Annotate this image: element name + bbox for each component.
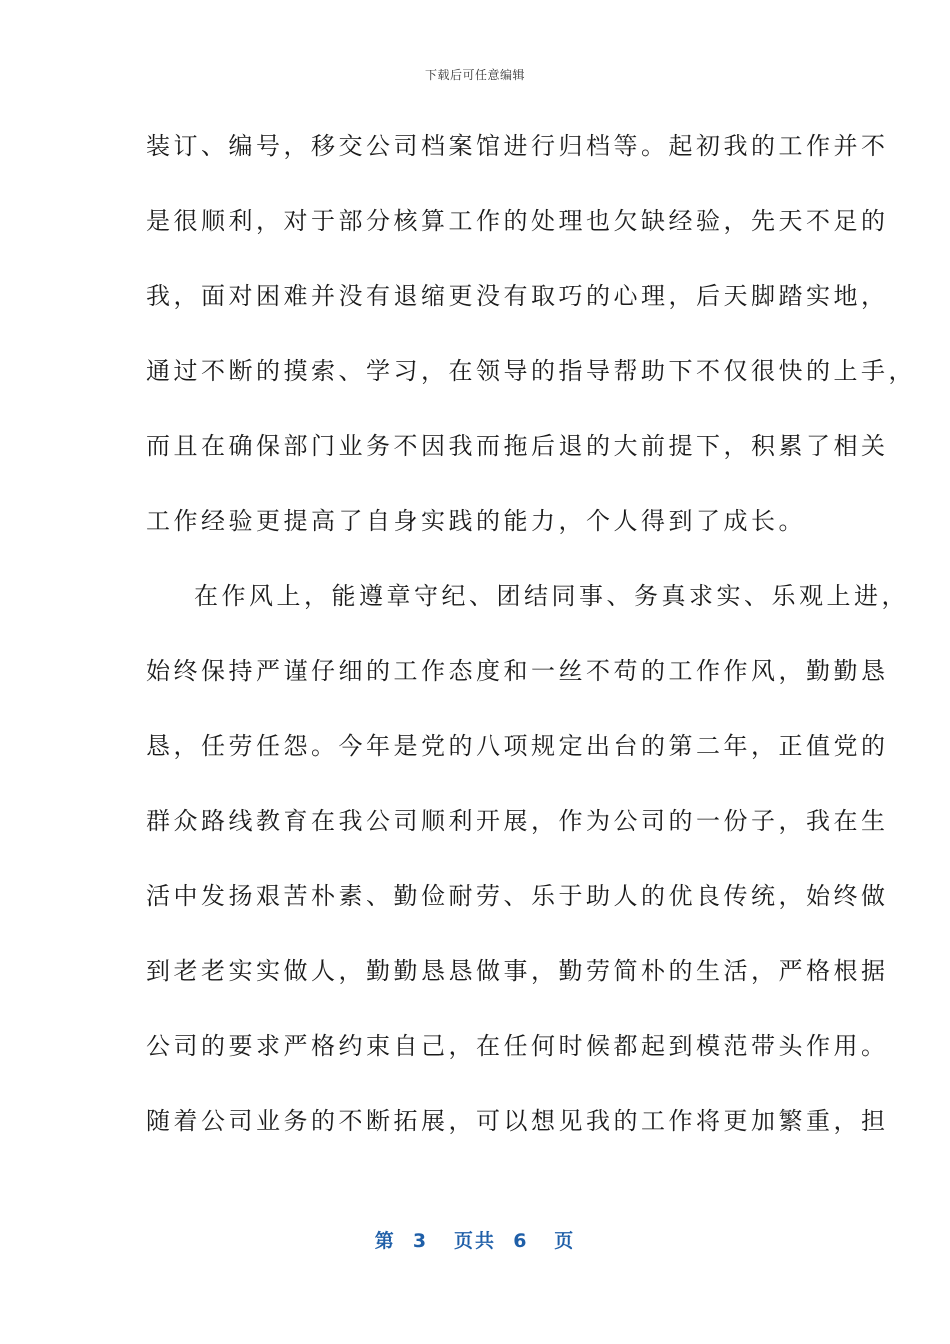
text-line: 我，面对困难并没有退缩更没有取巧的心理，后天脚踏实地，	[146, 282, 889, 310]
text-line: 公司的要求严格约束自己，在任何时候都起到模范带头作用。	[146, 1032, 889, 1060]
text-line: 活中发扬艰苦朴素、勤俭耐劳、乐于助人的优良传统，始终做	[146, 882, 889, 910]
text-line: 工作经验更提高了自身实践的能力，个人得到了成长。	[146, 507, 806, 535]
text-line: 随着公司业务的不断拓展，可以想见我的工作将更加繁重，担	[146, 1107, 889, 1135]
text-line: 是很顺利，对于部分核算工作的处理也欠缺经验，先天不足的	[146, 207, 889, 235]
text-line: 群众路线教育在我公司顺利开展，作为公司的一份子，我在生	[146, 807, 889, 835]
text-line: 通过不断的摸索、学习，在领导的指导帮助下不仅很快的上手，	[146, 357, 916, 385]
text-line: 始终保持严谨仔细的工作态度和一丝不苟的工作作风，勤勤恳	[146, 657, 889, 685]
text-line: 而且在确保部门业务不因我而拖后退的大前提下，积累了相关	[146, 432, 889, 460]
text-line: 到老老实实做人，勤勤恳恳做事，勤劳简朴的生活，严格根据	[146, 957, 889, 985]
page-header: 下载后可任意编辑	[424, 68, 525, 82]
document-body	[146, 128, 916, 1178]
page-number: 第 3 页共 6 页	[374, 1230, 576, 1252]
text-line: 装订、编号，移交公司档案馆进行归档等。起初我的工作并不	[146, 132, 889, 160]
text-line: 恳，任劳任怨。今年是党的八项规定出台的第二年，正值党的	[146, 732, 889, 760]
paragraph-start-line: 在作风上，能遵章守纪、团结同事、务真求实、乐观上进，	[194, 582, 909, 610]
page-footer	[0, 1226, 950, 1253]
